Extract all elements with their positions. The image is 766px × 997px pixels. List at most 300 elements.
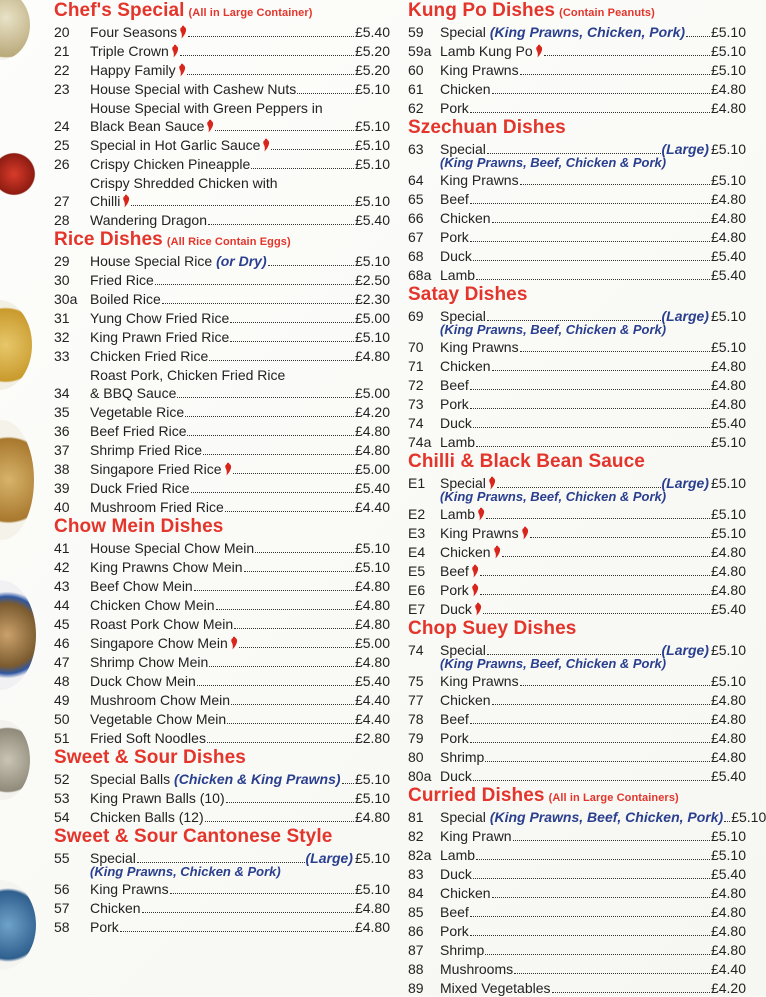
item-body	[440, 433, 746, 451]
menu-item	[54, 898, 390, 917]
chili-icon	[474, 602, 482, 616]
item-text	[440, 827, 512, 845]
item-body	[90, 672, 390, 690]
item-price: £2.80	[354, 730, 390, 746]
item-line	[90, 789, 390, 807]
item-line	[440, 80, 746, 98]
dot-leader	[142, 912, 354, 913]
item-number: 29	[54, 253, 70, 269]
dot-leader	[230, 322, 354, 323]
menu-item	[408, 747, 746, 766]
item-number: 88	[408, 961, 424, 977]
item-body	[90, 710, 390, 728]
item-line	[440, 581, 746, 599]
item-text	[90, 211, 207, 229]
item-name: Shrimp	[440, 942, 485, 958]
dot-leader	[207, 742, 354, 743]
dot-leader	[470, 935, 710, 936]
item-number: 35	[54, 404, 70, 420]
menu-item	[408, 940, 746, 959]
item-name: King Prawns	[90, 881, 169, 897]
dot-leader	[476, 446, 710, 447]
menu-item	[408, 709, 746, 728]
item-text	[440, 922, 469, 940]
item-text	[90, 23, 187, 41]
dot-leader	[480, 594, 710, 595]
item-line	[440, 960, 746, 978]
item-name: Pork	[440, 730, 469, 746]
section-heading	[408, 618, 746, 640]
item-text	[90, 539, 254, 557]
item-body	[440, 884, 746, 902]
item-price: £4.80	[354, 900, 390, 916]
dot-leader	[227, 723, 354, 724]
item-body	[440, 247, 746, 265]
item-name: Singapore Chow Mein	[90, 635, 228, 651]
item-name: Special in Hot Garlic Sauce	[90, 137, 261, 153]
item-text	[440, 808, 723, 826]
food-photo-6	[0, 720, 30, 800]
section-title: Chop Suey Dishes	[408, 618, 577, 639]
item-body	[440, 767, 746, 785]
item-body	[440, 524, 746, 542]
item-price: £4.80	[354, 809, 390, 825]
menu-section	[54, 229, 390, 516]
item-body	[90, 691, 390, 709]
item-name: Special	[440, 642, 486, 658]
menu-item	[54, 478, 390, 497]
menu-item	[54, 346, 390, 365]
item-price: £5.40	[710, 248, 746, 264]
item-text	[90, 290, 161, 308]
dot-leader	[470, 203, 710, 204]
item-number: 56	[54, 881, 70, 897]
item-text	[440, 338, 519, 356]
item-body	[440, 729, 746, 747]
dot-leader	[155, 284, 354, 285]
item-price: £5.40	[710, 415, 746, 431]
item-line	[90, 403, 390, 421]
dot-leader	[520, 184, 710, 185]
item-text	[90, 347, 208, 365]
item-number: 40	[54, 499, 70, 515]
item-line	[440, 748, 746, 766]
item-price: £5.40	[710, 601, 746, 617]
item-name: Mushroom Chow Mein	[90, 692, 231, 708]
item-price: £5.40	[354, 480, 390, 496]
item-name: Duck	[440, 768, 472, 784]
item-price: £5.40	[710, 768, 746, 784]
dot-leader	[514, 973, 710, 974]
chili-icon	[471, 583, 479, 597]
dot-leader	[686, 36, 710, 37]
item-price: £4.80	[710, 358, 746, 374]
item-text	[90, 441, 202, 459]
item-name: Chicken Fried Rice	[90, 348, 209, 364]
menu-item	[54, 788, 390, 807]
item-line	[90, 271, 390, 289]
item-line	[90, 155, 390, 173]
menu-item	[408, 432, 746, 451]
menu-item	[408, 189, 746, 208]
item-price: £4.80	[710, 730, 746, 746]
item-price: £5.10	[354, 137, 390, 153]
item-number: 72	[408, 377, 424, 393]
section-heading	[408, 451, 746, 473]
dot-leader	[487, 320, 661, 321]
item-number: 30a	[54, 291, 78, 307]
section-title: Rice Dishes	[54, 229, 163, 250]
item-number: 68	[408, 248, 424, 264]
item-body	[90, 309, 390, 327]
item-body	[440, 808, 766, 826]
item-number: 27	[54, 193, 70, 209]
item-price: £5.10	[710, 24, 746, 40]
item-number: 37	[54, 442, 70, 458]
item-name: Shrimp	[440, 749, 485, 765]
item-price: £5.10	[354, 559, 390, 575]
item-body	[90, 80, 390, 98]
item-body	[90, 211, 390, 229]
item-name: Lamb Kung Po	[440, 43, 533, 59]
item-number: E1	[408, 475, 426, 491]
item-price: £4.80	[710, 711, 746, 727]
item-price: £4.80	[710, 904, 746, 920]
dot-leader	[470, 723, 710, 724]
item-body	[90, 290, 390, 308]
item-text	[440, 903, 469, 921]
item-price: £5.10	[710, 434, 746, 450]
item-body	[90, 174, 390, 210]
item-number: 74	[408, 415, 424, 431]
item-text	[90, 710, 226, 728]
item-name: Beef	[440, 563, 469, 579]
item-name: Pork	[440, 582, 469, 598]
item-body	[440, 846, 746, 864]
item-price: £5.10	[354, 790, 390, 806]
menu-column-left	[54, 0, 390, 936]
item-text	[90, 691, 230, 709]
item-name: Special	[440, 141, 486, 157]
chili-icon	[122, 194, 130, 208]
item-text	[440, 710, 469, 728]
section-heading	[408, 284, 746, 306]
dot-leader	[520, 685, 710, 686]
item-qualifier: (Chicken & King Prawns)	[174, 771, 341, 787]
item-body	[90, 42, 390, 60]
menu-section	[408, 117, 746, 284]
dot-leader	[470, 389, 710, 390]
item-number: 24	[54, 118, 70, 134]
item-text	[90, 479, 190, 497]
item-name: Fried Rice	[90, 272, 154, 288]
item-price: £5.00	[354, 385, 390, 401]
item-text	[440, 543, 501, 561]
item-price: £5.00	[354, 635, 390, 651]
item-body	[90, 615, 390, 633]
item-line	[90, 880, 390, 898]
item-number: 28	[54, 212, 70, 228]
item-number: 34	[54, 385, 70, 401]
menu-item	[408, 375, 746, 394]
item-name: Pork	[440, 100, 469, 116]
item-line	[440, 433, 746, 451]
item-name: Beef	[440, 904, 469, 920]
item-body	[440, 672, 746, 690]
item-number: 33	[54, 348, 70, 364]
dot-leader	[297, 93, 354, 94]
menu-item	[408, 921, 746, 940]
menu-item	[54, 652, 390, 671]
chili-icon	[262, 138, 270, 152]
item-body	[90, 328, 390, 346]
item-body	[440, 23, 746, 41]
item-text	[90, 880, 169, 898]
menu-item	[54, 173, 390, 210]
item-text	[440, 99, 469, 117]
dot-leader	[209, 666, 354, 667]
menu-item	[54, 557, 390, 576]
item-price: £5.10	[354, 540, 390, 556]
item-line	[440, 414, 746, 432]
dot-leader	[483, 613, 710, 614]
dot-leader	[137, 862, 305, 863]
item-price: £5.40	[354, 24, 390, 40]
item-text	[440, 228, 469, 246]
item-text	[90, 384, 176, 402]
item-line	[90, 422, 390, 440]
dot-leader	[162, 303, 354, 304]
dot-leader	[234, 628, 354, 629]
item-price: £5.10	[354, 156, 390, 172]
item-price: £4.80	[354, 597, 390, 613]
item-number: 31	[54, 310, 70, 326]
item-line	[90, 577, 390, 595]
item-text	[440, 61, 519, 79]
dot-leader	[205, 821, 354, 822]
item-number: 39	[54, 480, 70, 496]
dot-leader	[470, 112, 710, 113]
item-name: Chicken	[440, 210, 491, 226]
item-body	[90, 23, 390, 41]
dot-leader	[268, 265, 354, 266]
menu-item	[408, 959, 746, 978]
item-body	[440, 414, 746, 432]
item-text	[440, 846, 475, 864]
item-name: Lamb	[440, 506, 476, 522]
item-name: King Prawns	[440, 339, 519, 355]
item-line	[440, 395, 746, 413]
item-line	[90, 80, 390, 98]
menu-item	[54, 728, 390, 747]
item-price: £5.10	[354, 881, 390, 897]
item-price: £5.10	[354, 771, 390, 787]
item-text	[440, 433, 475, 451]
chili-icon	[206, 119, 214, 133]
item-price: £4.80	[710, 229, 746, 245]
item-name: Chicken	[440, 81, 491, 97]
item-number: 61	[408, 81, 424, 97]
item-line	[440, 543, 746, 561]
food-photo-4	[0, 420, 34, 540]
item-number: 67	[408, 229, 424, 245]
item-number: 20	[54, 24, 70, 40]
item-price: £2.30	[354, 291, 390, 307]
item-body	[90, 899, 390, 917]
food-photo-7	[0, 880, 36, 970]
item-text	[90, 498, 224, 516]
food-photo-strip	[0, 0, 46, 996]
menu-item	[408, 807, 766, 826]
item-price: £4.80	[710, 191, 746, 207]
item-name: Triple Crown	[90, 43, 169, 59]
item-line	[440, 99, 746, 117]
item-name: Duck	[440, 866, 472, 882]
menu-item	[408, 766, 746, 785]
item-name: Mushrooms	[440, 961, 514, 977]
item-price: £5.10	[354, 253, 390, 269]
size-label: (Large)	[661, 141, 709, 157]
dot-leader	[530, 537, 710, 538]
item-body	[90, 729, 390, 747]
item-name: Vegetable Chow Mein	[90, 711, 227, 727]
menu-item	[408, 902, 746, 921]
item-name: Chilli	[90, 193, 121, 209]
section-title: Chef's Special	[54, 0, 185, 21]
menu-item	[54, 421, 390, 440]
item-name: Lamb	[440, 267, 476, 283]
item-text	[90, 653, 208, 671]
item-name: Duck Chow Mein	[90, 673, 196, 689]
chili-icon	[493, 545, 501, 559]
item-name-line1: Crispy Shredded Chicken with	[90, 175, 278, 191]
section-title: Satay Dishes	[408, 284, 528, 305]
menu-item	[54, 671, 390, 690]
item-text	[440, 171, 519, 189]
chili-icon	[224, 462, 232, 476]
item-line	[90, 710, 390, 728]
item-name: Beef	[440, 711, 469, 727]
dot-leader	[476, 859, 710, 860]
dot-leader	[485, 954, 710, 955]
dot-leader	[492, 93, 710, 94]
menu-item	[54, 98, 390, 135]
item-text	[440, 672, 519, 690]
item-body	[440, 99, 746, 117]
menu-item	[408, 265, 746, 284]
item-name: Lamb	[440, 847, 476, 863]
dot-leader	[473, 780, 710, 781]
item-body	[90, 366, 390, 402]
dot-leader	[225, 511, 354, 512]
item-name: Beef	[440, 191, 469, 207]
item-price: £4.80	[354, 423, 390, 439]
item-body	[440, 61, 746, 79]
item-text	[440, 581, 479, 599]
item-line	[440, 600, 746, 618]
dot-leader	[492, 897, 710, 898]
item-body	[440, 338, 746, 356]
item-price: £5.10	[710, 673, 746, 689]
item-body	[90, 808, 390, 826]
menu-item	[54, 402, 390, 421]
menu-item	[408, 413, 746, 432]
food-photo-2	[0, 150, 42, 198]
item-body	[90, 770, 390, 788]
item-body	[90, 577, 390, 595]
dot-leader	[470, 241, 710, 242]
item-line	[440, 808, 766, 826]
menu-item	[54, 459, 390, 478]
dot-leader	[209, 360, 354, 361]
item-text	[90, 155, 250, 173]
item-price: £4.40	[354, 499, 390, 515]
menu-item	[408, 978, 746, 997]
item-price: £4.40	[710, 961, 746, 977]
item-number: 47	[54, 654, 70, 670]
item-price: £5.40	[354, 212, 390, 228]
dot-leader	[216, 609, 354, 610]
item-text	[440, 395, 469, 413]
item-number: 30	[54, 272, 70, 288]
item-number: 44	[54, 597, 70, 613]
dot-leader	[187, 435, 353, 436]
item-price: £5.20	[354, 62, 390, 78]
dot-leader	[497, 487, 661, 488]
item-number: E5	[408, 563, 426, 579]
item-line	[440, 562, 746, 580]
item-name: Duck	[440, 601, 472, 617]
item-line	[90, 347, 390, 365]
item-text	[440, 247, 472, 265]
item-line	[440, 338, 746, 356]
item-line	[440, 941, 746, 959]
menu-item	[408, 41, 746, 60]
item-line	[90, 558, 390, 576]
item-number: E6	[408, 582, 426, 598]
item-number: 86	[408, 923, 424, 939]
menu-section	[408, 284, 746, 451]
item-price: £4.80	[710, 396, 746, 412]
menu-item	[54, 497, 390, 516]
item-number: 74a	[408, 434, 432, 450]
item-text	[440, 729, 469, 747]
item-line	[440, 710, 746, 728]
item-line	[90, 479, 390, 497]
item-price: £4.40	[354, 711, 390, 727]
section-heading	[408, 785, 746, 807]
dot-leader	[203, 454, 354, 455]
menu-section	[54, 826, 390, 936]
dot-leader	[271, 149, 354, 150]
menu-item	[408, 690, 746, 709]
item-body	[440, 505, 746, 523]
item-number: 22	[54, 62, 70, 78]
chili-icon	[178, 63, 186, 77]
item-text	[90, 577, 193, 595]
dot-leader	[492, 704, 710, 705]
dot-leader	[487, 654, 661, 655]
item-number: 41	[54, 540, 70, 556]
item-price: £5.10	[710, 141, 746, 157]
dot-leader	[233, 473, 354, 474]
item-price: £4.80	[710, 923, 746, 939]
dot-leader	[342, 783, 354, 784]
item-line	[440, 23, 746, 41]
item-text	[90, 422, 186, 440]
item-body	[90, 99, 390, 135]
item-name: King Prawn Fried Rice	[90, 329, 230, 345]
